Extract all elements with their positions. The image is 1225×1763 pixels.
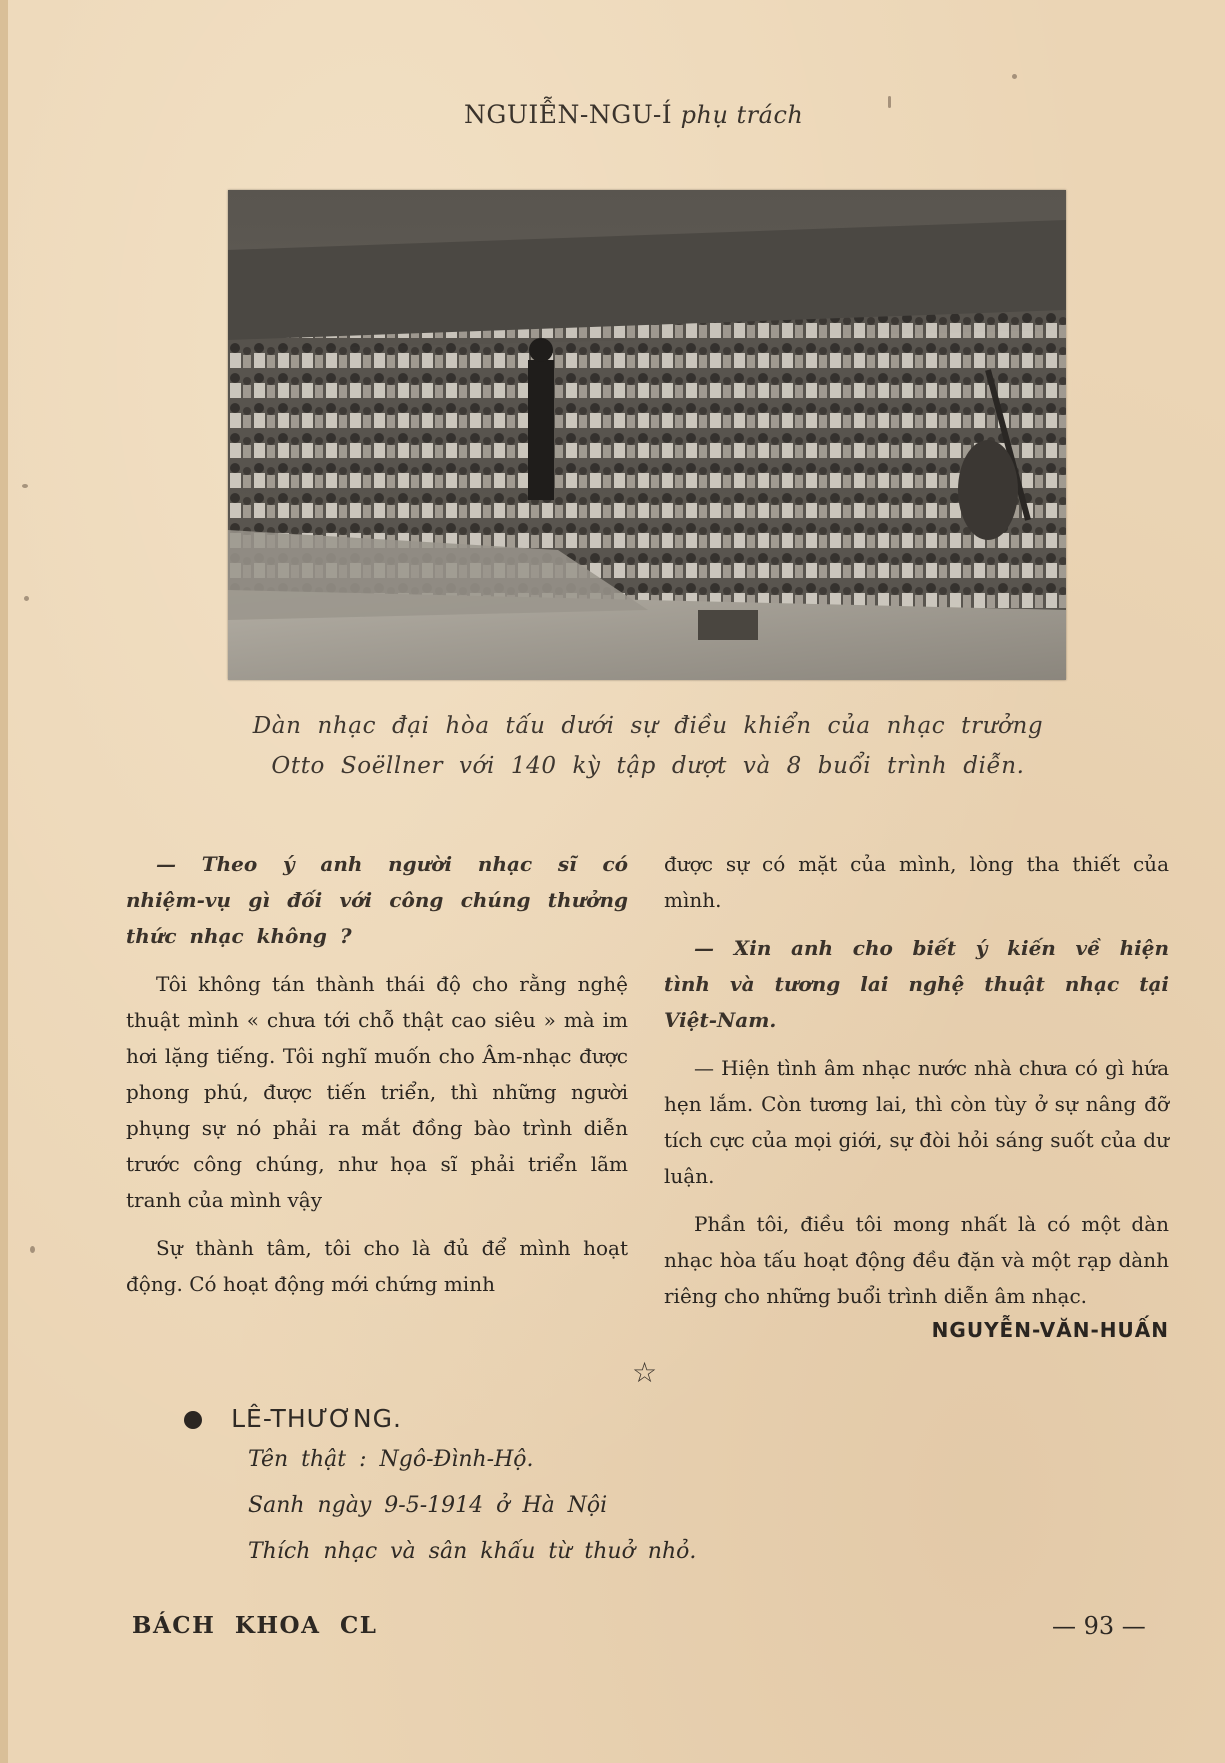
answer-paragraph: Tôi không tán thành thái độ cho rằng nghệ thuật mình « chưa tới chỗ thật cao siêu » mà im hơi lặng tiếng. Tôi nghĩ muốn cho Âm-nhạc được phong phú, được tiến triển, thì những người phụng sự nó phải ra mắt đồng bào trình diễn trước công chúng, như họa sĩ phải triển lãm tranh của mình vậy (126, 972, 628, 1212)
answer-paragraph: — Hiện tình âm nhạc nước nhà chưa có gì hứa hẹn lắm. Còn tương lai, thì còn tùy ở sự nâng đỡ tích cực của mọi giới, sự đòi hỏi sáng suốt của dư luận. (664, 1056, 1169, 1188)
answer-paragraph: Sự thành tâm, tôi cho là đủ để mình hoạt động. Có hoạt động mới chứng minh (126, 1236, 628, 1296)
bio-real-name: Tên thật : Ngô-Đình-Hộ. (248, 1447, 534, 1472)
caption-line: Dàn nhạc đại hòa tấu dưới sự điều khiển của nhạc trưởng (252, 713, 1044, 739)
publication-name: BÁCH KHOA CL (132, 1612, 378, 1639)
star-icon: ☆ (632, 1356, 658, 1389)
ink-speck (1012, 74, 1017, 79)
answer-paragraph: được sự có mặt của mình, lòng tha thiết của mình. (664, 852, 1169, 912)
caption-line: Otto Soëllner với 140 kỳ tập dượt và 8 buổi trình diễn. (271, 753, 1025, 779)
ink-speck (24, 596, 29, 601)
bullet-icon (184, 1411, 202, 1429)
author-signature: NGUYỄN-VĂN-HUẤN (931, 1318, 1169, 1342)
header-role: phụ trách (680, 101, 804, 129)
bio-hobby: Thích nhạc và sân khấu từ thuở nhỏ. (248, 1539, 697, 1564)
ink-speck (30, 1246, 35, 1253)
ink-speck (22, 484, 28, 488)
interview-question: — Theo ý anh người nhạc sĩ có nhiệm-vụ gì đối với công chúng thưởng thức nhạc không ? (126, 852, 628, 948)
page-number: — 93 — (1052, 1612, 1146, 1640)
orchestra-photo (228, 190, 1066, 680)
bio-name: LÊ-THƯƠNG. (231, 1404, 402, 1433)
ink-speck (888, 96, 891, 108)
bio-birth: Sanh ngày 9-5-1914 ở Hà Nội (248, 1493, 608, 1518)
section-header (464, 100, 803, 129)
left-column (126, 846, 628, 1314)
biography-block (184, 1404, 884, 1575)
right-column (664, 846, 1169, 1344)
answer-paragraph: Phần tôi, điều tôi mong nhất là có một dàn nhạc hòa tấu hoạt động đều đặn và một rạp dành riêng cho những buổi trình diễn âm nhạc. (664, 1212, 1169, 1308)
photo-caption (208, 706, 1088, 786)
interview-question: — Xin anh cho biết ý kiến về hiện tình và tương lai nghệ thuật nhạc tại Việt-Nam. (664, 936, 1169, 1032)
header-name: NGUIỄN-NGU-Í (464, 100, 673, 129)
